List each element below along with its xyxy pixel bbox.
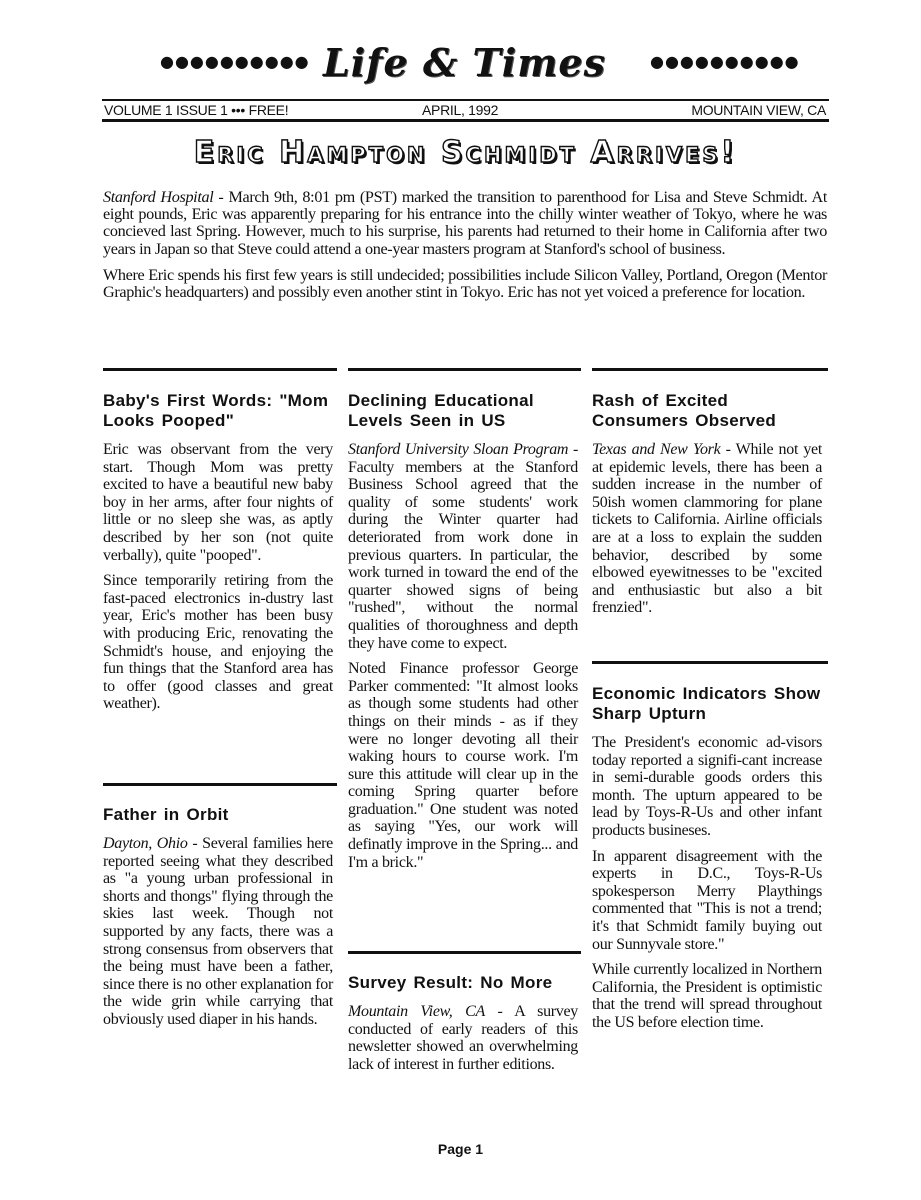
article-paragraph: The President's economic ad-visors today reported a signifi-cant increase in semi-durable goods orders this month. The upturn appeared to be lead by Toys-R-Us and other infant products busineses. <box>592 734 822 839</box>
article-body-consumers <box>592 441 822 617</box>
lead-paragraph-2: Where Eric spends his first few years is still undecided; possibilities include Silicon Valley, Portland, Oregon (Mentor Graphic's headquarters) and possibly even another stint in Tokyo. Eric has not yet voiced a preference for location. <box>103 265 827 302</box>
ornament-dots-right: ●●●●●●●●●● <box>650 52 800 71</box>
column-rule-2 <box>348 368 581 371</box>
column-1 <box>103 391 333 721</box>
article-paragraph: While currently localized in Northern California, the President is optimistic that the trend will spread throughout the US before election time. <box>592 961 822 1031</box>
page-number: Page 1 <box>437 1141 484 1157</box>
section-rule <box>103 783 337 786</box>
article-paragraph: In apparent disagreement with the experts in D.C., Toys-R-Us spokesperson Merry Playthings commented that "This is not a trend; it's that Schmidt family buying out our Sunnyvale store." <box>592 847 822 953</box>
article-paragraph: Noted Finance professor George Parker commented: "It almost looks as though some students had other things on their minds - as if they were no longer devoting all their waking hours to course work. I'm sure this attitude will clear up in the coming Spring quarter before graduation." One student was noted as saying "Yes, our work will definatly improve in the Spring... and I'm a brick." <box>348 660 578 871</box>
column-3 <box>592 391 822 625</box>
article-headline-education: Declining Educational Levels Seen in US <box>348 391 534 430</box>
article-body-father-orbit <box>103 835 333 1029</box>
issue-bar-top-rule <box>102 99 829 101</box>
main-headline: Eric Hampton Schmidt Arrives! <box>193 135 738 170</box>
article-paragraph: Mountain View, CA - A survey conducted of early readers of this newsletter showed an overwhelming lack of interest in further editions. <box>348 1003 578 1073</box>
article-paragraph: Eric was observant from the very start. Though Mom was pretty excited to have a beautiful new baby boy in her arms, after four nights of little or no sleep she was, as aptly described by her son (not quite verbally), quite "pooped". <box>103 441 333 564</box>
section-rule <box>348 951 581 954</box>
issue-location: MOUNTAIN VIEW, CA <box>691 102 826 118</box>
article-dateline: Dayton, Ohio <box>103 835 188 852</box>
section-rule <box>592 661 828 664</box>
article-body-education <box>348 441 578 871</box>
column-3-lower <box>592 684 822 1040</box>
article-paragraph: Since temporarily retiring from the fast-paced electronics in-dustry last year, Eric's mother has been busy with producing Eric, renovating the Schmidt's house, and enjoying the fun things that the Stanford area has to offer (good classes and great weather). <box>103 572 333 713</box>
article-paragraph: Texas and New York - While not yet at epidemic levels, there has been a sudden increase in the number of 50ish women clammoring for plane tickets to California. Airline officials are at a loss to explain the sudden behavior, described by some elbowed eyewitnesses to be "excited and enthusiastic but also a bit frenzied". <box>592 441 823 617</box>
lead-dateline: Stanford Hospital <box>103 188 214 206</box>
column-rule-1 <box>103 368 337 371</box>
column-2 <box>348 391 578 879</box>
masthead <box>102 40 827 92</box>
article-headline-economic: Economic Indicators Show Sharp Upturn <box>592 684 821 723</box>
article-headline-first-words: Baby's First Words: "Mom Looks Pooped" <box>103 391 329 430</box>
column-rule-3 <box>592 368 828 371</box>
article-paragraph: Stanford University Sloan Program - Faculty members at the Stanford Business School agreed that the quality of some students' work during the Winter quarter had deteriorated from work done in previous quarters. In particular, the work turned in toward the end of the quarter showed signs of being "rushed", without the normal qualities of thoroughness and depth they have come to expect. <box>348 441 579 652</box>
ornament-dots-left: ●●●●●●●●●● <box>160 52 310 71</box>
lead-article <box>103 189 827 310</box>
article-dateline: Stanford University Sloan Program <box>348 441 569 458</box>
article-body-first-words <box>103 441 333 713</box>
column-1-lower <box>103 805 333 1037</box>
column-2-lower <box>348 973 578 1081</box>
article-headline-father-orbit: Father in Orbit <box>103 805 229 824</box>
lead-text-1: - March 9th, 8:01 pm (PST) marked the transition to parenthood for Lisa and Steve Schmidt. At eight pounds, Eric was apparently preparing for his entrance into the chilly winter weather of Tokyo, where he was concieved last Spring. However, much to his surprise, his parents had returned to their home in California after two years in Japan so that Steve could attend a one-year masters program at Stanford's school of business. <box>103 188 827 258</box>
lead-paragraph-1 <box>103 189 827 258</box>
article-dateline: Mountain View, CA <box>348 1003 485 1020</box>
issue-date: APRIL, 1992 <box>422 102 499 118</box>
newsletter-title: Life & Times <box>323 40 606 85</box>
issue-bar-bottom-rule <box>102 119 829 122</box>
article-body-survey <box>348 1003 578 1073</box>
article-paragraph: Dayton, Ohio - Several families here reported seeing what they described as "a young urban professional in shorts and thongs" flying through the skies last week. Though not supported by any facts, there was a strong consensus from observers that the being must have been a father, since there is no other explanation for the wide grin while carrying that obviously used diaper in his hands. <box>103 835 333 1028</box>
issue-volume: VOLUME 1 ISSUE 1 ••• FREE! <box>104 102 289 118</box>
issue-bar <box>104 102 826 120</box>
article-dateline: Texas and New York <box>592 441 721 458</box>
article-headline-consumers: Rash of Excited Consumers Observed <box>592 391 777 430</box>
article-headline-survey: Survey Result: No More <box>348 973 553 992</box>
article-body-economic <box>592 734 822 1032</box>
